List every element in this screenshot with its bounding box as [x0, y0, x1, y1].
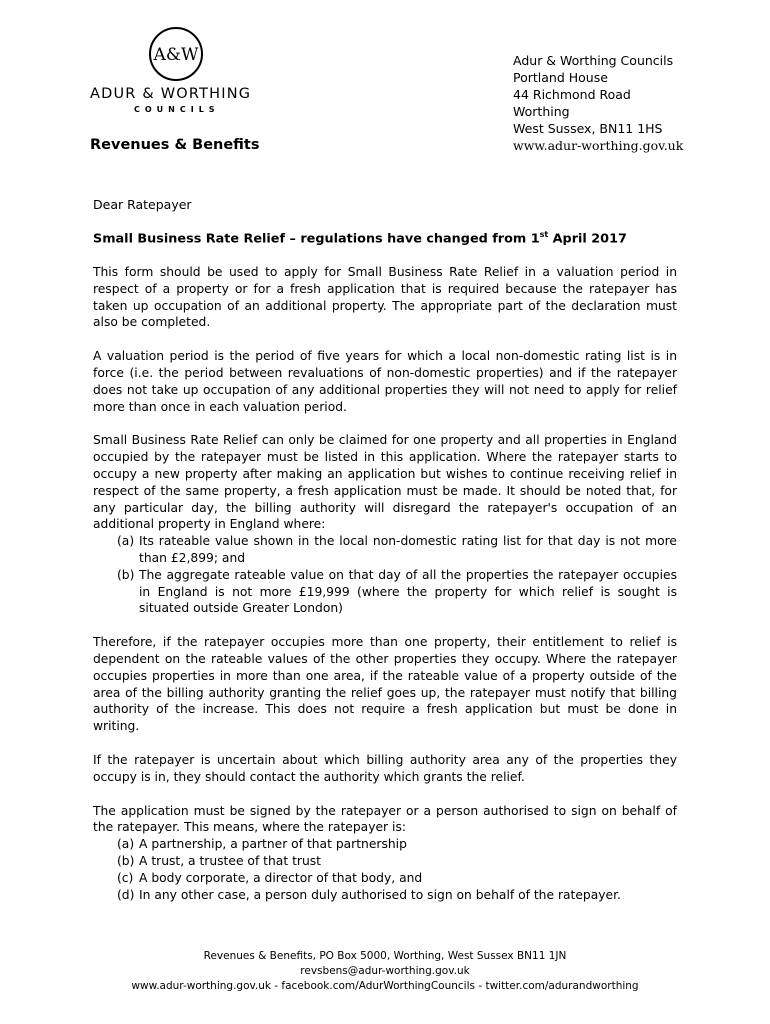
list-marker: (d)	[117, 887, 135, 902]
address-line: West Sussex, BN11 1HS	[513, 121, 663, 136]
subject-superscript: st	[539, 230, 549, 239]
list-item-text: Its rateable value shown in the local non-domestic rating list for that day is not more than £2,899; and	[139, 534, 677, 565]
footer-links: www.adur-worthing.gov.uk - facebook.com/AdurWorthingCouncils - twitter.com/adurandworthing	[131, 980, 639, 992]
aw-monogram-icon	[148, 26, 204, 82]
paragraph: A valuation period is the period of five years for which a local non-domestic rating list is in force (i.e. the period between revaluations of non-domestic properties) and if the ratepayer does not take up occupation of any additional properties they will not need to apply for relief more than once in each valuation period.	[93, 349, 677, 414]
subject-text: Small Business Rate Relief – regulations have changed from 1	[93, 231, 540, 247]
list-marker: (a)	[117, 534, 135, 549]
council-logo	[90, 26, 270, 114]
conditions-list	[93, 533, 677, 617]
logo-monogram: A&W	[153, 45, 199, 65]
address-line: Worthing	[513, 104, 570, 119]
subject-text-end: April 2017	[548, 231, 627, 247]
list-item	[93, 887, 677, 904]
list-item	[93, 567, 677, 617]
footer-email: revsbens@adur-worthing.gov.uk	[300, 965, 470, 977]
list-item-text: A partnership, a partner of that partnership	[139, 837, 407, 852]
list-item	[93, 853, 677, 870]
paragraph: This form should be used to apply for Small Business Rate Relief in a valuation period in respect of a property or for a fresh application that is required because the ratepayer has taken up occupation of an additional property. The appropriate part of the declaration must also be completed.	[93, 265, 677, 330]
department-title: Revenues & Benefits	[90, 137, 260, 153]
logo-sub: COUNCILS	[134, 105, 220, 114]
list-item-text: A body corporate, a director of that body, and	[139, 870, 423, 885]
list-item	[93, 533, 677, 567]
salutation: Dear Ratepayer	[93, 197, 192, 212]
list-item	[93, 870, 677, 887]
list-item-text: A trust, a trustee of that trust	[139, 853, 321, 868]
address-line: 44 Richmond Road	[513, 87, 631, 102]
list-marker: (c)	[117, 870, 134, 885]
letter-subject	[93, 230, 627, 246]
list-item	[93, 836, 677, 853]
paragraph: Small Business Rate Relief can only be claimed for one property and all properties in England occupied by the ratepayer must be listed in this application. Where the ratepayer starts to occupy a new property after making an application but wishes to continue receiving relief in respect of the same property, a fresh application must be made. It should be noted that, for any particular day, the billing authority will disregard the ratepayer's occupation of an additional property in England where:	[93, 433, 677, 532]
list-item-text: In any other case, a person duly authorised to sign on behalf of the ratepayer.	[139, 887, 621, 902]
list-item-text: The aggregate rateable value on that day of all the properties the ratepayer occupies in England is not more £19,999 (where the property for which relief is sought is situated outside Greater London)	[139, 567, 677, 616]
paragraph: If the ratepayer is uncertain about which billing authority area any of the properties they occupy is in, they should contact the authority which grants the relief.	[93, 752, 677, 784]
address-line: Adur & Worthing Councils	[513, 53, 674, 68]
council-address	[513, 52, 683, 154]
address-line: Portland House	[513, 70, 608, 85]
list-marker: (a)	[117, 837, 135, 852]
list-marker: (b)	[117, 567, 135, 582]
page-footer	[0, 949, 770, 994]
signatory-list	[93, 836, 677, 903]
letter-body	[93, 264, 677, 903]
logo-name: ADUR & WORTHING	[90, 86, 252, 102]
paragraph: Therefore, if the ratepayer occupies more than one property, their entitlement to relief is dependent on the rateable values of the other properties they occupy. Where the ratepayer occupies properties in more than one area, if the rateable value of a property outside of the area of the billing authority granting the relief goes up, the ratepayer must notify that billing authority of the increase. This does not require a fresh application but must be done in writing.	[93, 635, 677, 734]
paragraph: The application must be signed by the ratepayer or a person authorised to sign on behalf of the ratepayer. This means, where the ratepayer is:	[93, 803, 677, 835]
address-website: www.adur-worthing.gov.uk	[513, 138, 684, 153]
list-marker: (b)	[117, 853, 135, 868]
footer-address: Revenues & Benefits, PO Box 5000, Worthing, West Sussex BN11 1JN	[203, 950, 567, 962]
